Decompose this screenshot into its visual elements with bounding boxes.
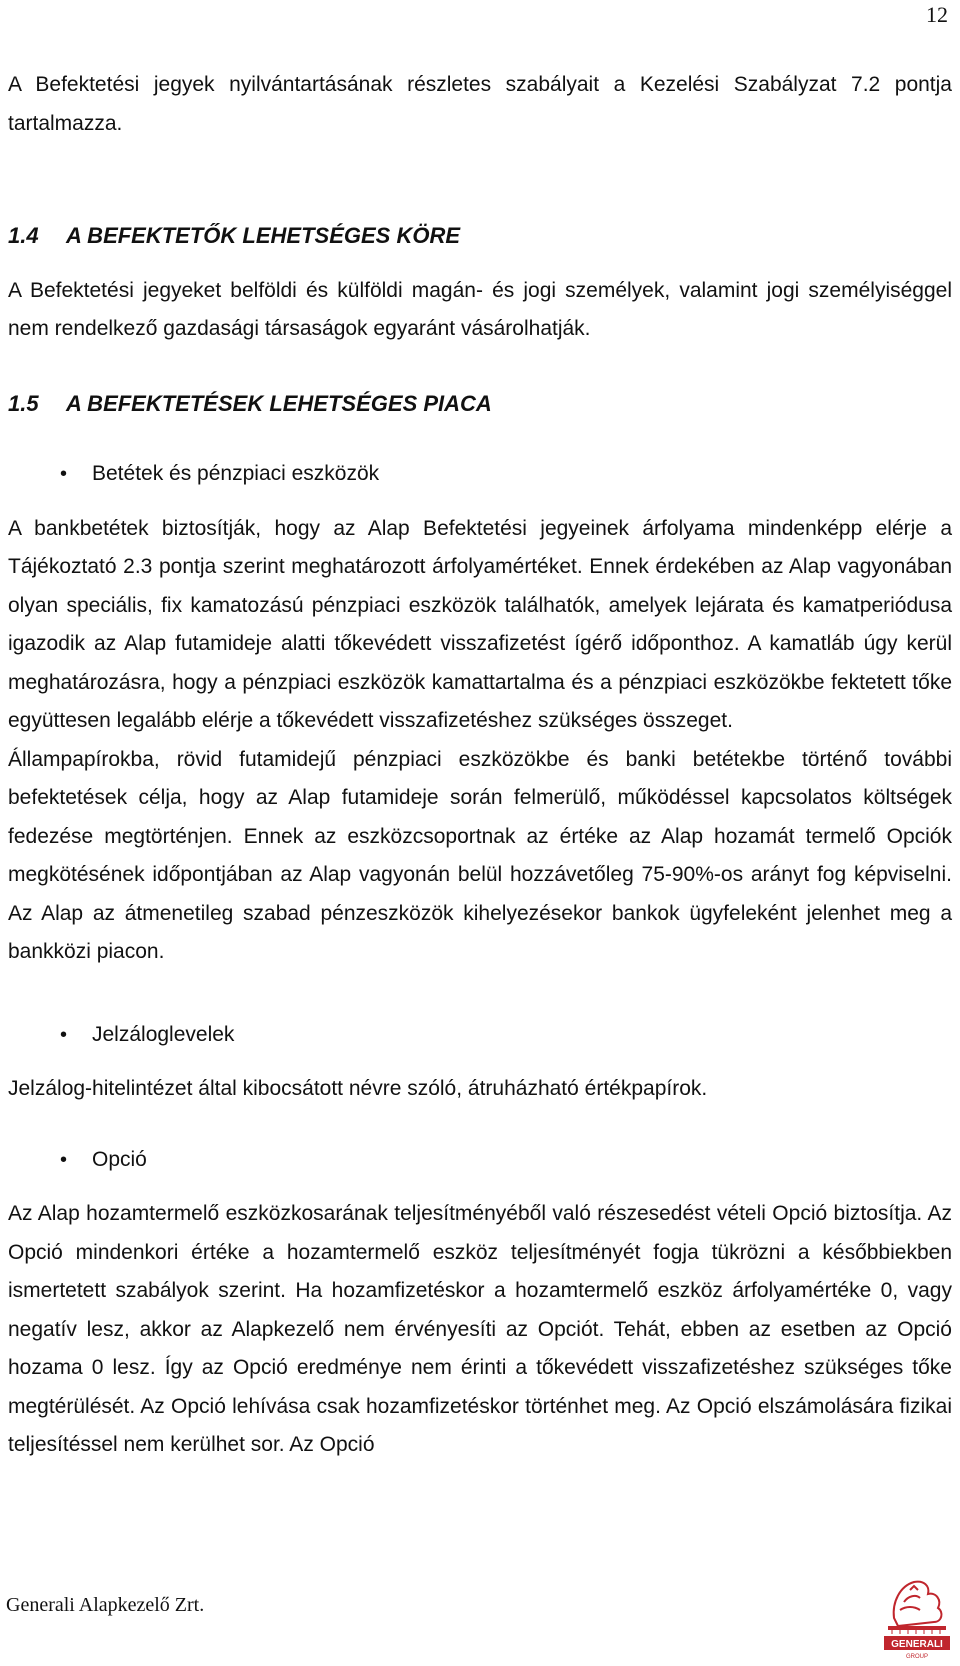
- bullet-label: Jelzáloglevelek: [92, 1022, 235, 1046]
- intro-paragraph: A Befektetési jegyek nyilvántartásának részletes szabályait a Kezelési Szabályzat 7.2 pontja tartalmazza.: [8, 73, 952, 135]
- bullet-label: Opció: [92, 1147, 147, 1171]
- bullet-icon: •: [60, 1148, 68, 1171]
- logo-subtext: GROUP: [905, 1654, 929, 1660]
- page-number: 12: [926, 2, 948, 27]
- document-body: [8, 66, 952, 1465]
- section-title: A BEFEKTETŐK LEHETSÉGES KÖRE: [66, 223, 461, 248]
- body-paragraph: Jelzálog-hitelintézet által kibocsátott névre szóló, átruházható értékpapírok.: [8, 1077, 708, 1100]
- section-number: 1.5: [8, 390, 39, 416]
- footer-company: Generali Alapkezelő Zrt.: [6, 1594, 205, 1616]
- section-1-4-paragraph: A Befektetési jegyeket belföldi és külföldi magán- és jogi személyek, valamint jogi személyiséggel nem rendelkező gazdasági társaságok egyaránt vásárolhatják.: [8, 278, 952, 340]
- logo-text: GENERALI: [891, 1639, 943, 1650]
- bullet-item-betetek: [8, 455, 952, 494]
- section-heading-1-4: [8, 217, 952, 256]
- body-paragraph: Az Alap hozamtermelő eszközkosarának teljesítményéből való részesedést vételi Opció biztosítja. Az Opció mindenkori értéke a hozamtermelő eszköz teljesítményét fogja tükrözni a későbbiekben ismertetett szabályok szerint. Ha hozamfizetéskor a hozamtermelő eszköz árfolyamértéke 0, vagy negatív lesz, akkor az Alapkezelő nem érvényesíti az Opciót. Tehát, ebben az esetben az Opció hozama 0 lesz. Így az Opció eredménye nem érinti a tőkevédett visszafizetéshez szükséges tőke megtérülését. Az Opció lehívása csak hozamfizetéskor történhet meg. Az Opció elszámolására fizikai teljesítéssel nem kerülhet sor. Az Opció: [8, 1202, 952, 1456]
- bullet-icon: •: [60, 1023, 68, 1046]
- lion-logo-icon: [880, 1562, 952, 1662]
- bullet-icon: •: [60, 463, 68, 485]
- bullet-item-jelzaloglevelek: [8, 1016, 952, 1055]
- body-paragraph: A bankbetétek biztosítják, hogy az Alap Befektetési jegyeinek árfolyama mindenképp elérje a Tájékoztató 2.3 pontja szerint meghatározott árfolyamértéket. Ennek érdekében az Alap vagyonában olyan speciális, fix kamatozású pénzpiaci eszközök találhatók, amelyek lejárata és kamatperiódusa igazodik az Alap futamideje alatti tőkevédett visszafizetést ígérő időponthoz. A kamatláb úgy kerül meghatározásra, hogy a pénzpiaci eszközök kamattartalma és a pénzpiaci eszközökbe fektetett tőke együttesen legalább elérje a tőkevédett visszafizetéshez szükséges összeget.: [8, 516, 952, 732]
- body-paragraph: Állampapírokba, rövid futamidejű pénzpiaci eszközökbe és banki betétekbe történő további befektetések célja, hogy az Alap futamideje során felmerülő, működéssel kapcsolatos költségek fedezése megtörténjen. Ennek az eszközcsoportnak az értéke az Alap hozamát termelő Opciók megkötésének időpontjában az Alap vagyonán belül hozzávetőleg 75-90%-os arányt fog képviselni. Az Alap az átmenetileg szabad pénzeszközök kihelyezésekor bankok ügyfeleként jelenhet meg a bankközi piacon.: [8, 747, 952, 963]
- section-heading-1-5: [8, 385, 952, 424]
- bullet-label: Betétek és pénzpiaci eszközök: [92, 462, 380, 485]
- section-title: A BEFEKTETÉSEK LEHETSÉGES PIACA: [66, 390, 492, 416]
- bullet-item-opcio: [8, 1141, 952, 1180]
- section-number: 1.4: [8, 223, 39, 248]
